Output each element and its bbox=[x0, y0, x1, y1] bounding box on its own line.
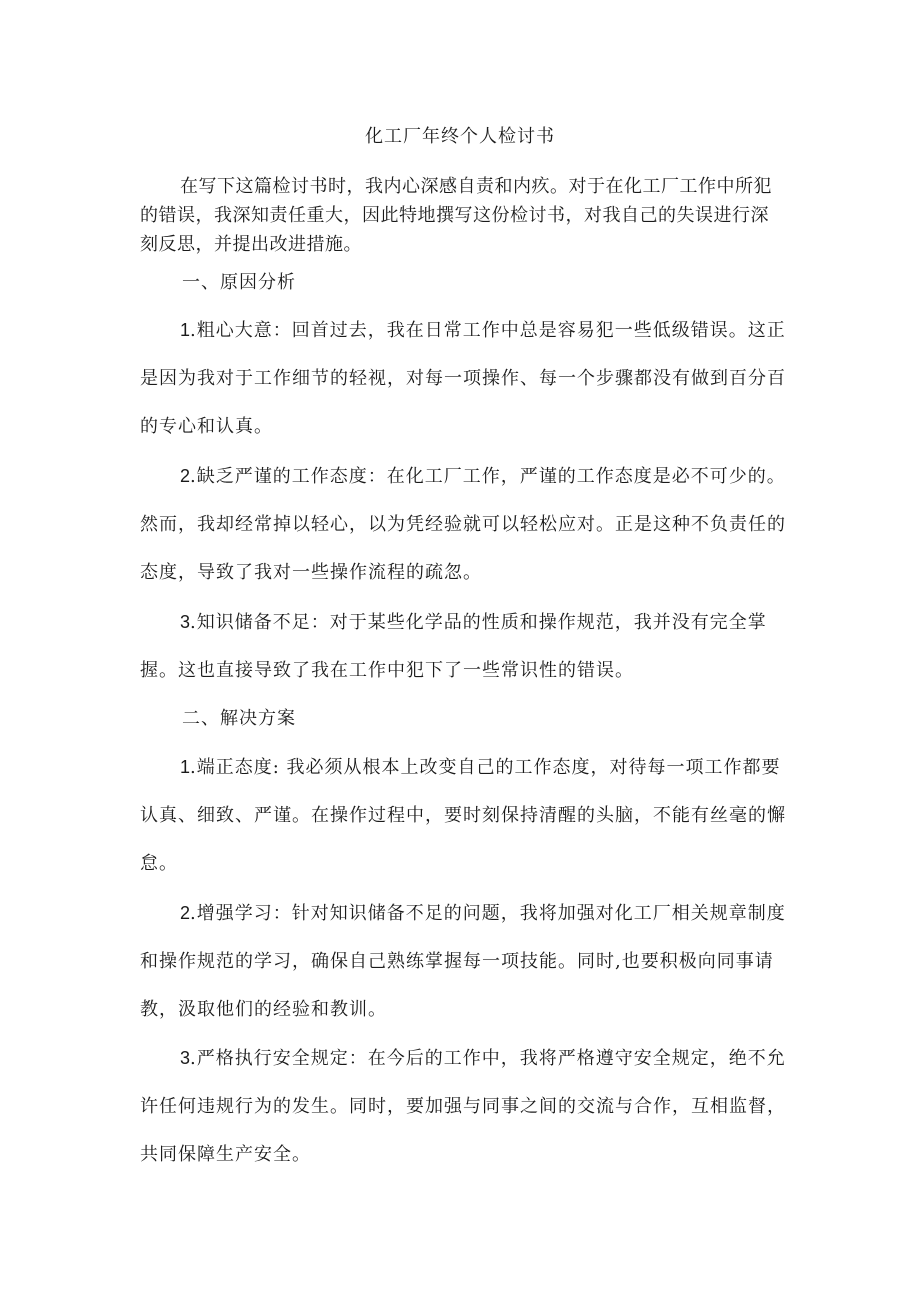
section-heading-cause-analysis: 一、原因分析 bbox=[182, 272, 296, 293]
item-number: 1 bbox=[180, 320, 191, 340]
item-number: 2 bbox=[180, 903, 191, 923]
item-number: 1 bbox=[180, 757, 191, 777]
item-text: .增强学习：针对知识储备不足的问题，我将加强对化工厂相关规章制度和操作规范的学习，确保自己熟练掌握每一项技能。同时,也要积极向同事请教，汲取他们的经验和教训。 bbox=[140, 903, 786, 1020]
item-number: 3 bbox=[180, 1048, 191, 1068]
document-title: 化工厂年终个人检讨书 bbox=[365, 126, 555, 147]
item-text: .粗心大意：回首过去，我在日常工作中总是容易犯一些低级错误。这正是因为我对于工作细节的轻视，对每一项操作、每一个步骤都没有做到百分百的专心和认真。 bbox=[140, 320, 786, 437]
cause-item-3 bbox=[140, 598, 790, 695]
item-text: .知识储备不足：对于某些化学品的性质和操作规范，我并没有完全掌握。这也直接导致了我在工作中犯下了一些常识性的错误。 bbox=[140, 612, 767, 681]
item-text: .端正态度: 我必须从根本上改变自己的工作态度，对待每一项工作都要认真、细致、严谨。在操作过程中，要时刻保持清醒的头脑，不能有丝毫的懈怠。 bbox=[140, 757, 786, 874]
item-number: 3 bbox=[180, 612, 191, 632]
section-heading-solutions: 二、解决方案 bbox=[182, 708, 296, 729]
cause-item-1 bbox=[140, 306, 790, 451]
item-text: .缺乏严谨的工作态度：在化工厂工作，严谨的工作态度是必不可少的。然而，我却经常掉以轻心，以为凭经验就可以轻松应对。正是这种不负责任的态度，导致了我对一些操作流程的疏忽。 bbox=[140, 466, 786, 583]
solution-item-2 bbox=[140, 889, 790, 1034]
solution-item-1 bbox=[140, 743, 790, 888]
cause-item-2 bbox=[140, 452, 790, 597]
solution-item-3 bbox=[140, 1034, 790, 1179]
item-text: .严格执行安全规定：在今后的工作中，我将严格遵守安全规定，绝不允许任何违规行为的发生。同时，要加强与同事之间的交流与合作，互相监督，共同保障生产安全。 bbox=[140, 1048, 786, 1165]
item-number: 2 bbox=[180, 466, 191, 486]
intro-paragraph: 在写下这篇检讨书时，我内心深感自责和内疚。对于在化工厂工作中所犯的错误，我深知责任重大，因此特地撰写这份检讨书，对我自己的失误进行深刻反思，并提出改进措施。 bbox=[140, 176, 772, 255]
